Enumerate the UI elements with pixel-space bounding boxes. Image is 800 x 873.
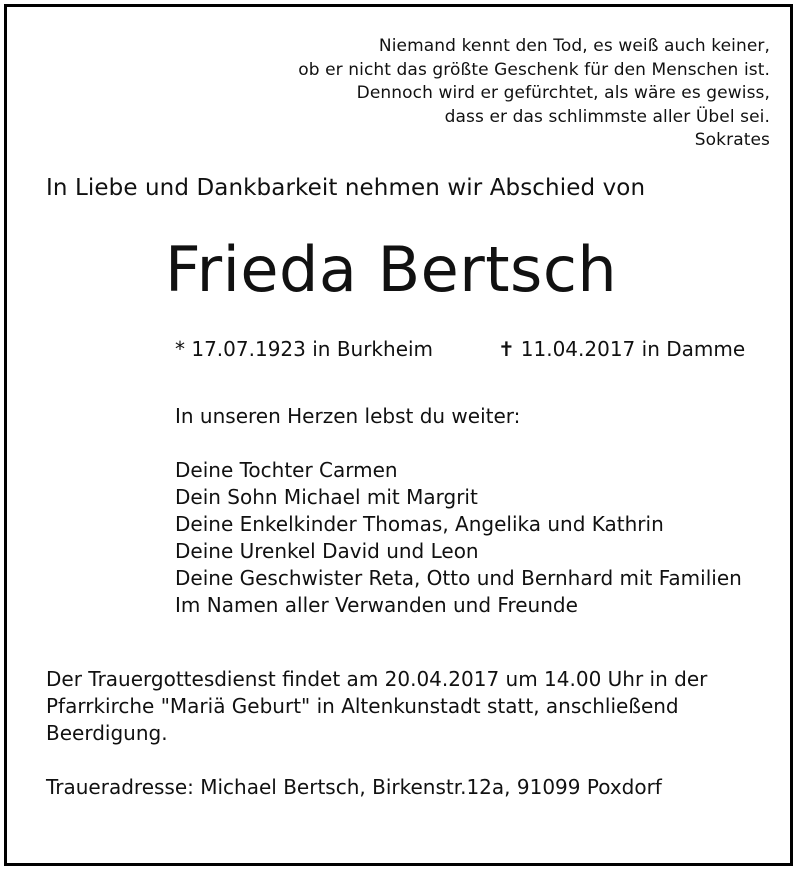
cross-icon: ✝: [498, 337, 515, 361]
quote-line: ob er nicht das größte Geschenk für den Menschen ist.: [298, 59, 770, 80]
quote-line: Niemand kennt den Tod, es weiß auch keiner,: [378, 36, 770, 56]
mourner-item: Deine Geschwister Reta, Otto und Bernhard mit Familien: [175, 566, 742, 590]
mourners-block: [175, 403, 742, 619]
mourners-lead: In unseren Herzen lebst du weiter:: [175, 404, 521, 428]
deceased-name: Frieda Bertsch: [165, 233, 618, 306]
mourner-item: Deine Enkelkinder Thomas, Angelika und Kathrin: [175, 512, 664, 536]
service-info: Der Trauergottesdienst findet am 20.04.2017 um 14.00 Uhr in der Pfarrkirche "Mariä Geburt" in Altenkunstadt statt, anschließend Beerdigung.: [46, 667, 708, 745]
death-date-text: 11.04.2017 in Damme: [520, 337, 746, 361]
mourner-item: Im Namen aller Verwanden und Freunde: [175, 593, 578, 617]
intro-text: In Liebe und Dankbarkeit nehmen wir Abschied von: [46, 175, 646, 201]
mourner-item: Dein Sohn Michael mit Margrit: [175, 485, 478, 509]
quote-block: [298, 35, 770, 153]
mourning-address: Traueradresse: Michael Bertsch, Birkenstr.12a, 91099 Poxdorf: [46, 775, 662, 799]
quote-line: dass er das schlimmste aller Übel sei.: [444, 106, 770, 127]
quote-author: Sokrates: [694, 130, 770, 150]
mourner-item: Deine Tochter Carmen: [175, 458, 398, 482]
quote-line: Dennoch wird er gefürchtet, als wäre es gewiss,: [356, 83, 770, 103]
mourner-item: Deine Urenkel David und Leon: [175, 539, 479, 563]
death-date: [498, 337, 745, 361]
birth-date: * 17.07.1923 in Burkheim: [175, 337, 434, 361]
